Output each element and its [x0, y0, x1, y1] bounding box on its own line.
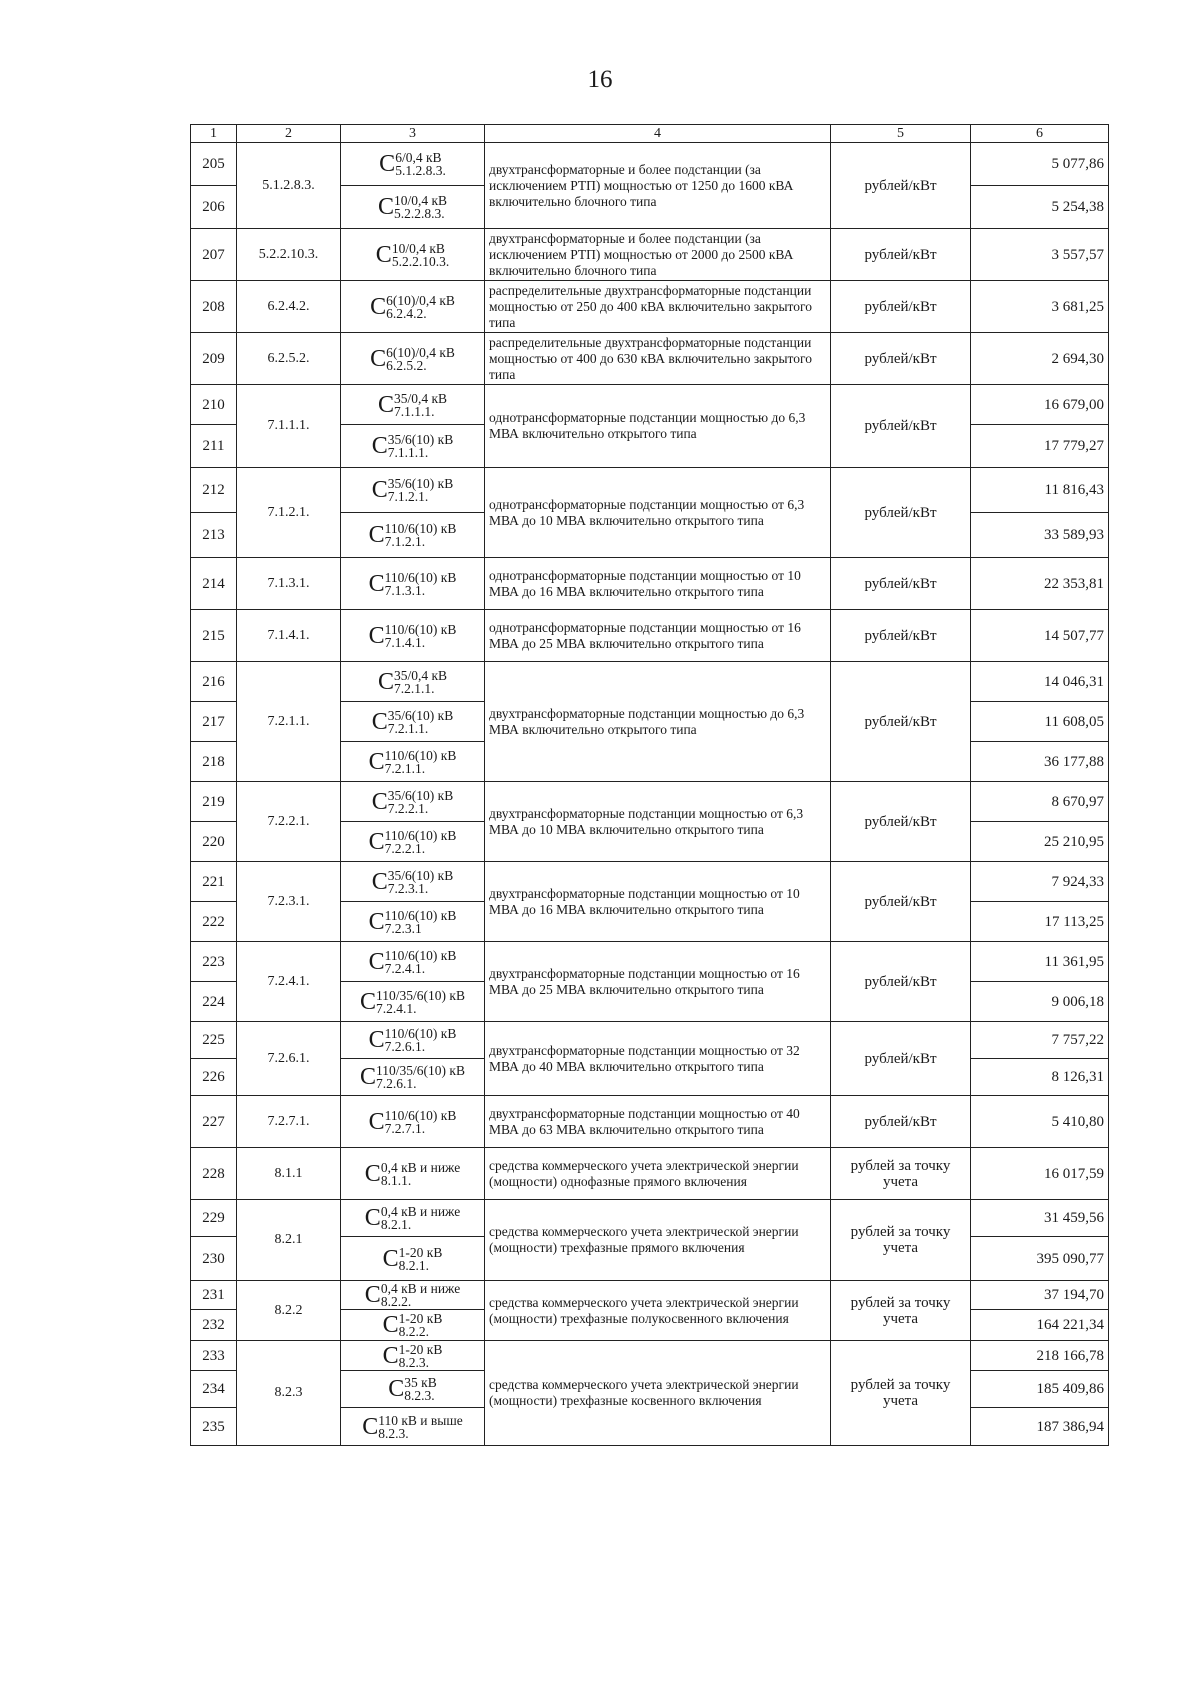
tariff-symbol-subscript: 5.2.2.10.3. — [391, 253, 450, 269]
tariff-value: 14 507,77 — [971, 610, 1109, 662]
unit-of-measure: рублей/кВт — [831, 942, 971, 1022]
tariff-symbol-letter: C — [370, 293, 387, 320]
tariff-symbol — [341, 782, 485, 822]
tariff-symbol-expression — [383, 1343, 443, 1369]
item-code: 7.1.2.1. — [237, 468, 341, 558]
tariff-symbol-letter: C — [371, 868, 388, 895]
tariff-symbol-superscript: 110/6(10) кВ — [384, 569, 457, 585]
tariff-symbol-superscript: 110/6(10) кВ — [384, 521, 457, 536]
tariff-symbol-subscript: 7.2.3.1 — [384, 920, 422, 936]
header-cell: 6 — [971, 125, 1109, 143]
tariff-symbol-superscript: 1-20 кВ — [398, 1341, 443, 1357]
table-row — [191, 1341, 1109, 1371]
tariff-value: 5 410,80 — [971, 1096, 1109, 1148]
header-cell: 1 — [191, 125, 237, 143]
row-number: 212 — [191, 468, 237, 513]
tariff-symbol-expression — [383, 1246, 443, 1272]
item-code: 8.2.2 — [237, 1281, 341, 1341]
row-number: 225 — [191, 1022, 237, 1059]
tariff-symbol-subscript: 7.2.1.1. — [387, 720, 429, 736]
tariff-symbol-subscript: 7.2.6.1. — [384, 1039, 426, 1054]
tariff-symbol-subscript: 7.2.3.1. — [387, 880, 429, 896]
row-number: 209 — [191, 333, 237, 385]
header-cell: 3 — [341, 125, 485, 143]
tariff-symbol-expression — [369, 909, 457, 935]
tariff-symbol-letter: C — [371, 788, 388, 815]
tariff-symbol-letter: C — [375, 241, 392, 268]
tariff-symbol-expression — [376, 242, 449, 268]
unit-of-measure: рублей за точку учета — [831, 1341, 971, 1446]
table-row — [191, 558, 1109, 610]
tariff-value: 11 361,95 — [971, 942, 1109, 982]
tariff-value: 187 386,94 — [971, 1408, 1109, 1446]
unit-of-measure: рублей/кВт — [831, 1022, 971, 1096]
tariff-symbol-expression — [372, 477, 453, 503]
tariff-symbol-superscript: 110/6(10) кВ — [384, 1107, 457, 1123]
tariff-symbol-letter: C — [377, 668, 394, 695]
row-number: 231 — [191, 1281, 237, 1310]
tariff-symbol — [341, 281, 485, 333]
tariff-symbol-expression — [369, 829, 457, 855]
tariff-symbol-expression — [369, 1109, 457, 1135]
tariff-symbol-letter: C — [362, 1413, 379, 1440]
tariff-symbol-superscript: 6(10)/0,4 кВ — [386, 344, 455, 360]
table-row — [191, 610, 1109, 662]
tariff-symbol-superscript: 110/6(10) кВ — [384, 621, 457, 637]
item-description: однотрансформаторные подстанции мощностью от 6,3 МВА до 10 МВА включительно открытого типа — [485, 468, 831, 558]
tariff-symbol-letter: C — [377, 194, 394, 220]
table-row — [191, 1022, 1109, 1059]
tariff-symbol — [341, 513, 485, 558]
tariff-value: 8 126,31 — [971, 1059, 1109, 1096]
tariff-symbol — [341, 1371, 485, 1408]
tariff-symbol-expression — [365, 1161, 460, 1187]
tariff-symbol-subscript: 7.2.4.1. — [384, 960, 426, 976]
item-code: 7.2.4.1. — [237, 942, 341, 1022]
tariff-symbol-superscript: 110 кВ и выше — [378, 1412, 463, 1428]
tariff-symbol-letter: C — [368, 748, 385, 775]
table-row — [191, 1148, 1109, 1200]
table-body — [191, 143, 1109, 1446]
tariff-value: 22 353,81 — [971, 558, 1109, 610]
tariff-symbol — [341, 982, 485, 1022]
tariff-symbol — [341, 1310, 485, 1341]
tariff-symbol-subscript: 7.1.2.1. — [387, 489, 429, 504]
tariff-value: 5 077,86 — [971, 143, 1109, 186]
row-number: 206 — [191, 186, 237, 229]
row-number: 234 — [191, 1371, 237, 1408]
tariff-symbol-expression — [370, 346, 455, 372]
unit-of-measure: рублей/кВт — [831, 385, 971, 468]
row-number: 230 — [191, 1237, 237, 1281]
tariff-symbol-superscript: 1-20 кВ — [398, 1244, 443, 1260]
header-row — [191, 125, 1109, 143]
row-number: 219 — [191, 782, 237, 822]
tariff-symbol-expression — [372, 869, 453, 895]
unit-of-measure: рублей/кВт — [831, 662, 971, 782]
tariff-symbol-letter: C — [364, 1282, 381, 1308]
tariff-value: 17 779,27 — [971, 425, 1109, 468]
unit-of-measure: рублей за точку учета — [831, 1148, 971, 1200]
tariff-symbol-expression — [369, 623, 457, 649]
tariff-value: 185 409,86 — [971, 1371, 1109, 1408]
tariff-symbol — [341, 742, 485, 782]
tariff-value: 9 006,18 — [971, 982, 1109, 1022]
item-description: двухтрансформаторные и более подстанции (за исключением РТП) мощностью от 2000 до 2500 кВА включительно блочного типа — [485, 229, 831, 281]
tariff-symbol-subscript: 8.2.3. — [398, 1354, 430, 1370]
tariff-value: 3 557,57 — [971, 229, 1109, 281]
row-number: 222 — [191, 902, 237, 942]
table-row — [191, 333, 1109, 385]
item-description: двухтрансформаторные подстанции мощностью до 6,3 МВА включительно открытого типа — [485, 662, 831, 782]
item-description: однотрансформаторные подстанции мощностью от 16 МВА до 25 МВА включительно открытого типа — [485, 610, 831, 662]
tariff-symbol-expression — [378, 392, 447, 418]
tariff-symbol — [341, 862, 485, 902]
tariff-value: 2 694,30 — [971, 333, 1109, 385]
tariff-value: 11 816,43 — [971, 468, 1109, 513]
item-description: средства коммерческого учета электрической энергии (мощности) трехфазные полукосвенного включения — [485, 1281, 831, 1341]
tariff-value: 33 589,93 — [971, 513, 1109, 558]
tariff-value: 14 046,31 — [971, 662, 1109, 702]
item-description: однотрансформаторные подстанции мощностью от 10 МВА до 16 МВА включительно открытого типа — [485, 558, 831, 610]
tariff-symbol-expression — [360, 989, 465, 1015]
row-number: 217 — [191, 702, 237, 742]
tariff-value: 31 459,56 — [971, 1200, 1109, 1237]
tariff-symbol-superscript: 6/0,4 кВ — [395, 150, 442, 165]
table-row — [191, 1096, 1109, 1148]
tariff-symbol-letter: C — [388, 1376, 405, 1402]
item-description: средства коммерческого учета электрической энергии (мощности) однофазные прямого включения — [485, 1148, 831, 1200]
header-cell: 5 — [831, 125, 971, 143]
tariff-symbol-superscript: 110/6(10) кВ — [384, 907, 457, 923]
item-code: 7.2.7.1. — [237, 1096, 341, 1148]
item-code: 5.2.2.10.3. — [237, 229, 341, 281]
item-code: 7.2.2.1. — [237, 782, 341, 862]
item-description: двухтрансформаторные подстанции мощностью от 6,3 МВА до 10 МВА включительно открытого типа — [485, 782, 831, 862]
tariff-symbol-subscript: 8.2.2. — [398, 1324, 430, 1339]
table-row — [191, 1200, 1109, 1237]
tariff-symbol-letter: C — [370, 345, 387, 372]
tariff-symbol-expression — [369, 949, 457, 975]
tariff-symbol-subscript: 8.1.1. — [380, 1172, 412, 1188]
unit-of-measure: рублей/кВт — [831, 468, 971, 558]
tariff-symbol-superscript: 35/6(10) кВ — [387, 787, 454, 803]
table-row — [191, 143, 1109, 186]
row-number: 232 — [191, 1310, 237, 1341]
header-cell: 2 — [237, 125, 341, 143]
table-row — [191, 862, 1109, 902]
tariff-symbol-letter: C — [368, 622, 385, 649]
tariff-value: 218 166,78 — [971, 1341, 1109, 1371]
tariff-value: 8 670,97 — [971, 782, 1109, 822]
tariff-symbol-letter: C — [382, 1312, 399, 1338]
tariff-symbol-letter: C — [364, 1205, 381, 1231]
tariff-symbol-subscript: 7.2.7.1. — [384, 1120, 426, 1136]
tariff-symbol-expression — [372, 709, 453, 735]
tariff-symbol-expression — [360, 1064, 465, 1090]
tariff-symbol-superscript: 35/0,4 кВ — [393, 390, 448, 406]
tariff-symbol-expression — [365, 1282, 460, 1308]
tariff-value: 7 757,22 — [971, 1022, 1109, 1059]
tariff-value: 5 254,38 — [971, 186, 1109, 229]
row-number: 213 — [191, 513, 237, 558]
tariff-symbol — [341, 468, 485, 513]
tariff-symbol-subscript: 8.2.2. — [380, 1294, 412, 1309]
row-number: 214 — [191, 558, 237, 610]
tariff-symbol-letter: C — [379, 151, 396, 177]
item-description: двухтрансформаторные подстанции мощностью от 16 МВА до 25 МВА включительно открытого типа — [485, 942, 831, 1022]
tariff-symbol-expression — [378, 194, 447, 220]
tariff-symbol — [341, 1237, 485, 1281]
tariff-symbol — [341, 1408, 485, 1446]
table-row — [191, 782, 1109, 822]
tariff-symbol-superscript: 0,4 кВ и ниже — [380, 1281, 461, 1296]
tariff-symbol — [341, 822, 485, 862]
tariff-symbol-subscript: 7.1.1.1. — [393, 403, 435, 419]
tariff-symbol-subscript: 6.2.4.2. — [386, 305, 427, 321]
tariff-symbol-superscript: 35/6(10) кВ — [387, 707, 454, 723]
item-description: распределительные двухтрансформаторные подстанции мощностью от 250 до 400 кВА включительно закрытого типа — [485, 281, 831, 333]
tariff-symbol — [341, 1200, 485, 1237]
tariff-symbol-subscript: 6.2.5.2. — [386, 357, 427, 373]
tariff-symbol-letter: C — [382, 1245, 399, 1272]
unit-of-measure: рублей за точку учета — [831, 1200, 971, 1281]
item-code: 8.1.1 — [237, 1148, 341, 1200]
tariff-symbol-superscript: 35/6(10) кВ — [387, 867, 454, 883]
unit-of-measure: рублей/кВт — [831, 782, 971, 862]
tariff-symbol — [341, 902, 485, 942]
tariff-symbol-subscript: 8.2.1. — [380, 1217, 412, 1232]
row-number: 211 — [191, 425, 237, 468]
unit-of-measure: рублей за точку учета — [831, 1281, 971, 1341]
tariff-symbol-letter: C — [368, 828, 385, 855]
tariff-value: 11 608,05 — [971, 702, 1109, 742]
tariff-symbol — [341, 558, 485, 610]
tariff-symbol — [341, 662, 485, 702]
tariff-value: 395 090,77 — [971, 1237, 1109, 1281]
tariff-symbol — [341, 143, 485, 186]
item-description: двухтрансформаторные и более подстанции (за исключением РТП) мощностью от 1250 до 1600 кВА включительно блочного типа — [485, 143, 831, 229]
tariff-symbol-letter: C — [364, 1160, 381, 1187]
unit-of-measure: рублей/кВт — [831, 229, 971, 281]
item-description: однотрансформаторные подстанции мощностью до 6,3 МВА включительно открытого типа — [485, 385, 831, 468]
tariff-symbol-subscript: 7.2.2.1. — [387, 800, 429, 816]
row-number: 208 — [191, 281, 237, 333]
item-code: 5.1.2.8.3. — [237, 143, 341, 229]
row-number: 227 — [191, 1096, 237, 1148]
table-row — [191, 1281, 1109, 1310]
table-row — [191, 468, 1109, 513]
unit-of-measure: рублей/кВт — [831, 610, 971, 662]
item-description: средства коммерческого учета электрической энергии (мощности) трехфазные прямого включения — [485, 1200, 831, 1281]
header-cell: 4 — [485, 125, 831, 143]
tariff-symbol-expression — [365, 1205, 460, 1231]
row-number: 235 — [191, 1408, 237, 1446]
tariff-symbol-superscript: 110/6(10) кВ — [384, 827, 457, 843]
row-number: 205 — [191, 143, 237, 186]
tariff-value: 16 679,00 — [971, 385, 1109, 425]
tariff-symbol-expression — [369, 522, 457, 548]
tariff-symbol-subscript: 5.1.2.8.3. — [395, 163, 446, 178]
tariff-value: 37 194,70 — [971, 1281, 1109, 1310]
table-row — [191, 229, 1109, 281]
tariff-symbol-letter: C — [368, 522, 385, 548]
row-number: 233 — [191, 1341, 237, 1371]
tariff-symbol-expression — [372, 789, 453, 815]
tariff-symbol-expression — [383, 1312, 443, 1338]
tariff-symbol-superscript: 35 кВ — [404, 1375, 437, 1390]
tariff-symbol-superscript: 10/0,4 кВ — [393, 193, 448, 208]
item-code: 7.2.3.1. — [237, 862, 341, 942]
row-number: 210 — [191, 385, 237, 425]
row-number: 224 — [191, 982, 237, 1022]
row-number: 207 — [191, 229, 237, 281]
row-number: 221 — [191, 862, 237, 902]
unit-of-measure: рублей/кВт — [831, 333, 971, 385]
tariff-value: 7 924,33 — [971, 862, 1109, 902]
tariff-symbol-subscript: 7.1.4.1. — [384, 634, 426, 650]
tariff-symbol-letter: C — [371, 708, 388, 735]
tariff-symbol-letter: C — [360, 1064, 377, 1090]
table-row — [191, 662, 1109, 702]
tariff-symbol — [341, 1148, 485, 1200]
item-description: двухтрансформаторные подстанции мощностью от 10 МВА до 16 МВА включительно открытого типа — [485, 862, 831, 942]
tariff-symbol — [341, 1341, 485, 1371]
tariff-symbol-subscript: 7.2.1.1. — [384, 760, 426, 776]
row-number: 220 — [191, 822, 237, 862]
tariff-symbol-letter: C — [360, 988, 377, 1015]
page-number: 16 — [587, 66, 613, 93]
tariff-symbol — [341, 702, 485, 742]
tariff-symbol-letter: C — [371, 477, 388, 503]
unit-of-measure: рублей/кВт — [831, 281, 971, 333]
tariff-value: 36 177,88 — [971, 742, 1109, 782]
tariff-symbol-superscript: 1-20 кВ — [398, 1311, 443, 1326]
tariff-symbol-expression — [378, 669, 447, 695]
item-code: 7.2.6.1. — [237, 1022, 341, 1096]
tariff-symbol-superscript: 110/6(10) кВ — [384, 1026, 457, 1041]
tariff-symbol-subscript: 8.2.1. — [398, 1257, 430, 1273]
tariff-symbol-letter: C — [368, 908, 385, 935]
tariff-symbol — [341, 385, 485, 425]
table-row — [191, 385, 1109, 425]
tariff-value: 25 210,95 — [971, 822, 1109, 862]
tariff-symbol — [341, 1059, 485, 1096]
item-code: 7.1.4.1. — [237, 610, 341, 662]
item-code: 8.2.3 — [237, 1341, 341, 1446]
tariff-symbol-expression — [369, 571, 457, 597]
tariff-symbol-subscript: 7.2.1.1. — [393, 680, 435, 696]
row-number: 229 — [191, 1200, 237, 1237]
tariff-symbol-superscript: 6(10)/0,4 кВ — [386, 292, 455, 308]
tariff-symbol-subscript: 8.2.3. — [404, 1388, 435, 1403]
unit-of-measure: рублей/кВт — [831, 1096, 971, 1148]
row-number: 215 — [191, 610, 237, 662]
tariff-symbol-subscript: 7.1.2.1. — [384, 534, 426, 549]
tariff-symbol-subscript: 7.2.6.1. — [376, 1076, 417, 1091]
tariff-symbol-letter: C — [368, 1108, 385, 1135]
item-code: 7.1.1.1. — [237, 385, 341, 468]
item-description: двухтрансформаторные подстанции мощностью от 40 МВА до 63 МВА включительно открытого типа — [485, 1096, 831, 1148]
tariff-symbol — [341, 186, 485, 229]
tariff-value: 3 681,25 — [971, 281, 1109, 333]
tariff-symbol — [341, 229, 485, 281]
tariff-symbol-subscript: 7.2.4.1. — [376, 1000, 417, 1016]
table-row — [191, 942, 1109, 982]
tariff-symbol — [341, 1281, 485, 1310]
unit-of-measure: рублей/кВт — [831, 558, 971, 610]
tariff-symbol-superscript: 110/35/6(10) кВ — [376, 987, 465, 1003]
tariff-value: 164 221,34 — [971, 1310, 1109, 1341]
tariff-symbol-superscript: 110/6(10) кВ — [384, 947, 457, 963]
tariff-symbol — [341, 942, 485, 982]
tariff-symbol-superscript: 0,4 кВ и ниже — [380, 1204, 461, 1219]
tariff-symbol-letter: C — [368, 570, 385, 597]
tariff-symbol-superscript: 110/6(10) кВ — [384, 747, 457, 763]
tariff-symbol-letter: C — [382, 1342, 399, 1369]
item-code: 7.1.3.1. — [237, 558, 341, 610]
tariff-symbol — [341, 610, 485, 662]
tariff-symbol — [341, 1096, 485, 1148]
tariff-symbol-letter: C — [371, 433, 388, 459]
tariff-value: 17 113,25 — [971, 902, 1109, 942]
tariff-symbol-superscript: 35/6(10) кВ — [387, 476, 454, 491]
item-description: распределительные двухтрансформаторные подстанции мощностью от 400 до 630 кВА включительно закрытого типа — [485, 333, 831, 385]
tariff-symbol-expression — [388, 1376, 436, 1402]
tariff-symbol-superscript: 10/0,4 кВ — [391, 240, 445, 256]
tariff-symbol-subscript: 7.2.2.1. — [384, 840, 426, 856]
tariff-table — [190, 124, 1109, 1446]
tariff-symbol — [341, 333, 485, 385]
unit-of-measure: рублей/кВт — [831, 862, 971, 942]
item-description: средства коммерческого учета электрической энергии (мощности) трехфазные косвенного включения — [485, 1341, 831, 1446]
tariff-value: 16 017,59 — [971, 1148, 1109, 1200]
item-code: 6.2.4.2. — [237, 281, 341, 333]
tariff-symbol-letter: C — [368, 948, 385, 975]
tariff-symbol-expression — [372, 433, 453, 459]
table-row — [191, 281, 1109, 333]
tariff-symbol-expression — [362, 1414, 463, 1440]
tariff-symbol-subscript: 8.2.3. — [378, 1425, 409, 1441]
tariff-symbol-subscript: 5.2.2.8.3. — [393, 206, 445, 221]
row-number: 216 — [191, 662, 237, 702]
item-code: 6.2.5.2. — [237, 333, 341, 385]
tariff-symbol-expression — [370, 294, 455, 320]
item-description: двухтрансформаторные подстанции мощностью от 32 МВА до 40 МВА включительно открытого типа — [485, 1022, 831, 1096]
tariff-symbol-expression — [379, 151, 446, 177]
tariff-symbol-subscript: 7.1.3.1. — [384, 582, 426, 598]
row-number: 223 — [191, 942, 237, 982]
tariff-symbol-expression — [369, 749, 457, 775]
tariff-symbol — [341, 425, 485, 468]
item-code: 7.2.1.1. — [237, 662, 341, 782]
tariff-symbol-superscript: 35/6(10) кВ — [387, 432, 454, 447]
row-number: 228 — [191, 1148, 237, 1200]
tariff-symbol-subscript: 7.1.1.1. — [387, 445, 429, 460]
tariff-symbol-letter: C — [377, 391, 394, 418]
tariff-symbol-expression — [369, 1027, 457, 1053]
tariff-symbol — [341, 1022, 485, 1059]
tariff-symbol-superscript: 0,4 кВ и ниже — [380, 1159, 461, 1175]
item-code: 8.2.1 — [237, 1200, 341, 1281]
row-number: 226 — [191, 1059, 237, 1096]
tariff-symbol-letter: C — [368, 1027, 385, 1053]
tariff-symbol-superscript: 35/0,4 кВ — [393, 667, 448, 683]
row-number: 218 — [191, 742, 237, 782]
tariff-symbol-superscript: 110/35/6(10) кВ — [376, 1063, 465, 1078]
unit-of-measure: рублей/кВт — [831, 143, 971, 229]
